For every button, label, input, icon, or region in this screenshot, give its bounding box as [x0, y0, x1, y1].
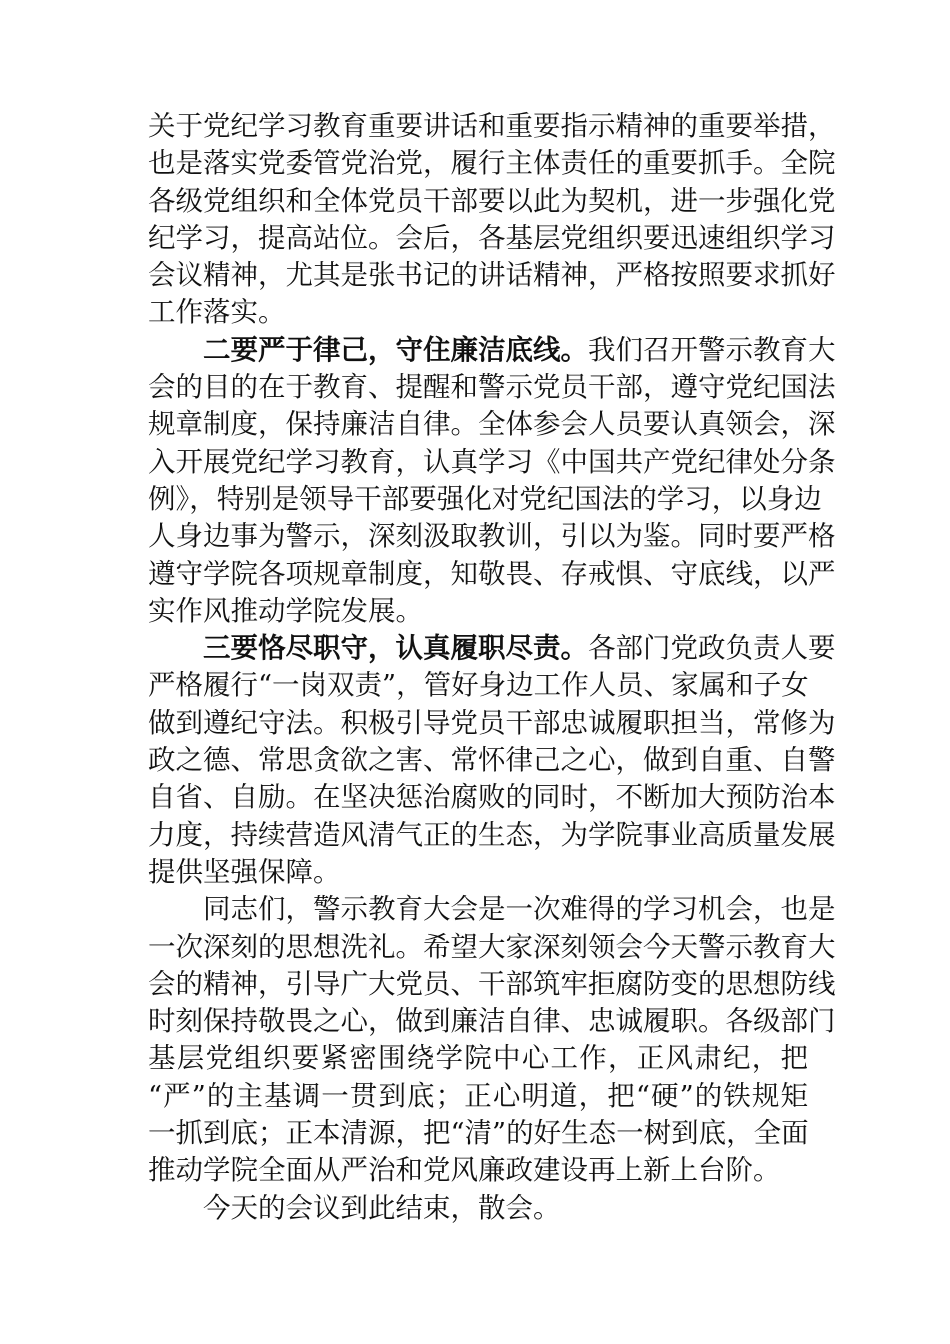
text-line: 例》，特别是领导干部要强化对党纪国法的学习，以身边	[148, 482, 822, 515]
paragraph-1	[148, 108, 836, 332]
paragraph-first-line	[148, 630, 836, 667]
paragraph-4	[148, 891, 836, 1189]
text-line: 基层党组织要紧密围绕学院中心工作，正风肃纪，把	[148, 1042, 808, 1075]
text-line: 规章制度，保持廉洁自律。全体参会人员要认真领会，深	[148, 408, 836, 441]
text-line: 实作风推动学院发展。	[148, 594, 423, 627]
text-line: 自省、自励。在坚决惩治腐败的同时，不断加大预防治本	[148, 781, 836, 814]
paragraph-first-line	[148, 332, 836, 369]
text-line: 纪学习，提高站位。会后，各基层党组织要迅速组织学习	[148, 221, 836, 254]
paragraph-2	[148, 332, 836, 630]
text-line: 一抓到底；正本清源，把“清”的好生态一树到底，全面	[148, 1117, 809, 1150]
text-run: 我们召开警示教育大	[588, 333, 836, 366]
text-line: 做到遵纪守法。积极引导党员干部忠诚履职担当，常修为	[148, 706, 836, 739]
text-line: 提供坚强保障。	[148, 855, 341, 888]
paragraph-3	[148, 630, 836, 891]
closing-line: 今天的会议到此结束，散会。	[203, 1191, 561, 1224]
text-line: 入开展党纪学习教育，认真学习《中国共产党纪律处分条	[148, 445, 836, 478]
text-line: 推动学院全面从严治和党风廉政建设再上新上台阶。	[148, 1154, 781, 1187]
text-line: “严”的主基调一贯到底；正心明道，把“硬”的铁规矩	[148, 1079, 808, 1112]
text-line: 会议精神，尤其是张书记的讲话精神，严格按照要求抓好	[148, 259, 836, 292]
text-line: 遵守学院各项规章制度，知敬畏、存戒惧、守底线，以严	[148, 557, 836, 590]
text-line: 一次深刻的思想洗礼。希望大家深刻领会今天警示教育大	[148, 930, 836, 963]
text-line: 政之德、常思贪欲之害、常怀律己之心，做到自重、自警	[148, 744, 836, 777]
paragraph-first-line: 同志们，警示教育大会是一次难得的学习机会，也是	[203, 893, 836, 926]
paragraph-heading: 二要严于律己，守住廉洁底线。	[203, 333, 588, 366]
paragraph-5	[148, 1190, 808, 1227]
text-line: 会的精神，引导广大党员、干部筑牢拒腐防变的思想防线	[148, 967, 836, 1000]
text-line: 时刻保持敬畏之心，做到廉洁自律、忠诚履职。各级部门	[148, 1005, 836, 1038]
text-line: 关于党纪学习教育重要讲话和重要指示精神的重要举措，	[148, 110, 836, 142]
text-line: 工作落实。	[148, 296, 286, 329]
text-line: 也是落实党委管党治党，履行主体责任的重要抓手。全院	[148, 147, 836, 180]
text-line: 会的目的在于教育、提醒和警示党员干部，遵守党纪国法	[148, 371, 836, 404]
text-line: 严格履行“一岗双责”，管好身边工作人员、家属和子女	[148, 669, 809, 702]
paragraph-heading: 三要恪尽职守，认真履职尽责。	[203, 632, 588, 665]
document-page	[148, 108, 836, 1227]
text-run: 各部门党政负责人要	[588, 632, 836, 665]
text-line: 力度，持续营造风清气正的生态，为学院事业高质量发展	[148, 818, 836, 851]
text-line: 人身边事为警示，深刻汲取教训，引以为鉴。同时要严格	[148, 520, 836, 553]
text-line: 各级党组织和全体党员干部要以此为契机，进一步强化党	[148, 184, 836, 217]
